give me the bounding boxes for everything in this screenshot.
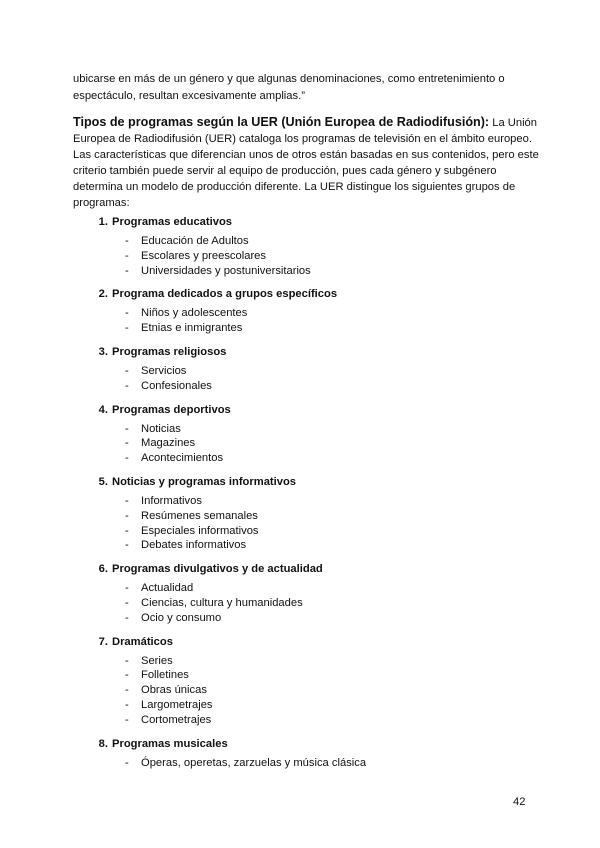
- subcategory-list: [73, 306, 533, 336]
- subcategory-label: Ocio y consumo: [141, 611, 222, 624]
- category-item: [73, 214, 533, 278]
- page-number: 42: [513, 796, 526, 808]
- category-label: Noticias y programas informativos: [112, 475, 297, 488]
- subcategory-item: [73, 249, 533, 264]
- subcategory-list: [73, 654, 533, 728]
- category-title: [73, 402, 533, 418]
- category-label: Programas religiosos: [112, 345, 227, 358]
- dash-bullet: -: [125, 684, 129, 697]
- subcategory-label: Resúmenes semanales: [141, 509, 258, 522]
- subcategory-item: [73, 379, 533, 394]
- dash-bullet: -: [125, 669, 129, 682]
- subcategory-label: Educación de Adultos: [141, 235, 249, 247]
- subcategory-label: Noticias: [141, 422, 181, 435]
- subcategory-label: Ciencias, cultura y humanidades: [141, 596, 303, 609]
- category-number: 8.: [98, 737, 108, 750]
- category-title: [73, 214, 533, 230]
- dash-bullet: -: [125, 524, 129, 537]
- dash-bullet: -: [125, 756, 129, 769]
- dash-bullet: -: [125, 582, 129, 595]
- category-number: 6.: [98, 563, 108, 576]
- category-item: [73, 634, 533, 728]
- subcategory-item: [73, 611, 533, 626]
- subcategory-item: [73, 713, 533, 728]
- subcategory-label: Cortometrajes: [141, 713, 212, 726]
- category-label: Programas educativos: [112, 216, 233, 228]
- subcategory-list: [73, 234, 533, 278]
- dash-bullet: -: [125, 539, 129, 552]
- subcategory-label: Informativos: [141, 494, 202, 507]
- category-number: 2.: [98, 288, 108, 301]
- subcategory-item: [73, 524, 533, 539]
- category-item: [73, 736, 533, 771]
- subcategory-item: [73, 668, 533, 683]
- subcategory-label: Acontecimientos: [141, 452, 224, 465]
- category-list: [73, 214, 533, 778]
- subcategory-item: [73, 538, 533, 553]
- subcategory-label: Debates informativos: [141, 539, 247, 552]
- subcategory-list: [73, 364, 533, 394]
- subcategory-label: Niños y adolescentes: [141, 307, 248, 320]
- dash-bullet: -: [125, 611, 129, 624]
- category-item: [73, 561, 533, 625]
- category-label: Programas musicales: [112, 737, 228, 750]
- category-label: Dramáticos: [112, 635, 173, 648]
- category-label: Programa dedicados a grupos específicos: [112, 288, 338, 301]
- subcategory-label: Obras únicas: [141, 684, 207, 697]
- subcategory-label: Óperas, operetas, zarzuelas y música clásica: [141, 756, 367, 769]
- category-title: [73, 634, 533, 650]
- subcategory-item: [73, 509, 533, 524]
- subcategory-label: Universidades y postuniversitarios: [141, 264, 311, 277]
- dash-bullet: -: [125, 249, 129, 262]
- subcategory-label: Especiales informativos: [141, 524, 259, 537]
- subcategory-item: [73, 596, 533, 611]
- subcategory-item: [73, 756, 533, 771]
- category-number: 1.: [98, 216, 108, 228]
- category-item: [73, 402, 533, 466]
- category-number: 4.: [98, 403, 108, 416]
- category-title: [73, 344, 533, 360]
- dash-bullet: -: [125, 452, 129, 465]
- dash-bullet: -: [125, 422, 129, 435]
- category-title: [73, 474, 533, 490]
- category-label: Programas divulgativos y de actualidad: [112, 563, 323, 576]
- dash-bullet: -: [125, 596, 129, 609]
- subcategory-list: [73, 494, 533, 553]
- subcategory-label: Actualidad: [141, 582, 194, 595]
- section-body: La Unión Europea de Radiodifusión (UER) cataloga los programas de televisión en el ámbito europeo. Las características que diferencian unos de otros están basadas en sus contenidos, pero este criterio también puede servir al equipo de producción, pues cada género y subgénero determina un modelo de producción diferente. La UER distingue los siguientes grupos de programas:: [73, 117, 539, 209]
- intro-paragraph: ubicarse en más de un género y que algunas denominaciones, como entretenimiento o espectáculo, resultan excesivamente amplias.”: [73, 73, 505, 102]
- subcategory-label: Confesionales: [141, 379, 212, 392]
- dash-bullet: -: [125, 379, 129, 392]
- subcategory-label: Series: [141, 654, 173, 667]
- dash-bullet: -: [125, 322, 129, 335]
- dash-bullet: -: [125, 698, 129, 711]
- subcategory-item: [73, 494, 533, 509]
- subcategory-item: [73, 364, 533, 379]
- subcategory-item: [73, 451, 533, 466]
- category-number: 3.: [98, 345, 108, 358]
- dash-bullet: -: [125, 654, 129, 667]
- dash-bullet: -: [125, 364, 129, 377]
- category-label: Programas deportivos: [112, 403, 231, 416]
- subcategory-item: [73, 234, 533, 249]
- category-title: [73, 561, 533, 577]
- subcategory-label: Folletines: [141, 669, 189, 682]
- dash-bullet: -: [125, 509, 129, 522]
- subcategory-label: Escolares y preescolares: [141, 249, 266, 262]
- category-title: [73, 286, 533, 302]
- dash-bullet: -: [125, 235, 129, 247]
- subcategory-item: [73, 683, 533, 698]
- dash-bullet: -: [125, 307, 129, 320]
- category-number: 7.: [98, 635, 108, 648]
- subcategory-item: [73, 264, 533, 279]
- subcategory-label: Servicios: [141, 364, 187, 377]
- category-number: 5.: [98, 475, 108, 488]
- category-item: [73, 474, 533, 553]
- dash-bullet: -: [125, 437, 129, 450]
- subcategory-label: Etnias e inmigrantes: [141, 322, 243, 335]
- dash-bullet: -: [125, 264, 129, 277]
- category-item: [73, 344, 533, 394]
- subcategory-list: [73, 581, 533, 625]
- section-uer: [73, 114, 543, 211]
- section-heading: Tipos de programas según la UER (Unión Europea de Radiodifusión):: [73, 115, 490, 129]
- subcategory-list: [73, 422, 533, 466]
- subcategory-label: Largometrajes: [141, 698, 213, 711]
- subcategory-item: [73, 422, 533, 437]
- subcategory-list: [73, 756, 533, 771]
- dash-bullet: -: [125, 713, 129, 726]
- subcategory-label: Magazines: [141, 437, 196, 450]
- subcategory-item: [73, 306, 533, 321]
- subcategory-item: [73, 581, 533, 596]
- subcategory-item: [73, 436, 533, 451]
- subcategory-item: [73, 698, 533, 713]
- dash-bullet: -: [125, 494, 129, 507]
- subcategory-item: [73, 654, 533, 669]
- section-paragraph: [73, 114, 543, 211]
- category-item: [73, 286, 533, 336]
- category-title: [73, 736, 533, 752]
- subcategory-item: [73, 321, 533, 336]
